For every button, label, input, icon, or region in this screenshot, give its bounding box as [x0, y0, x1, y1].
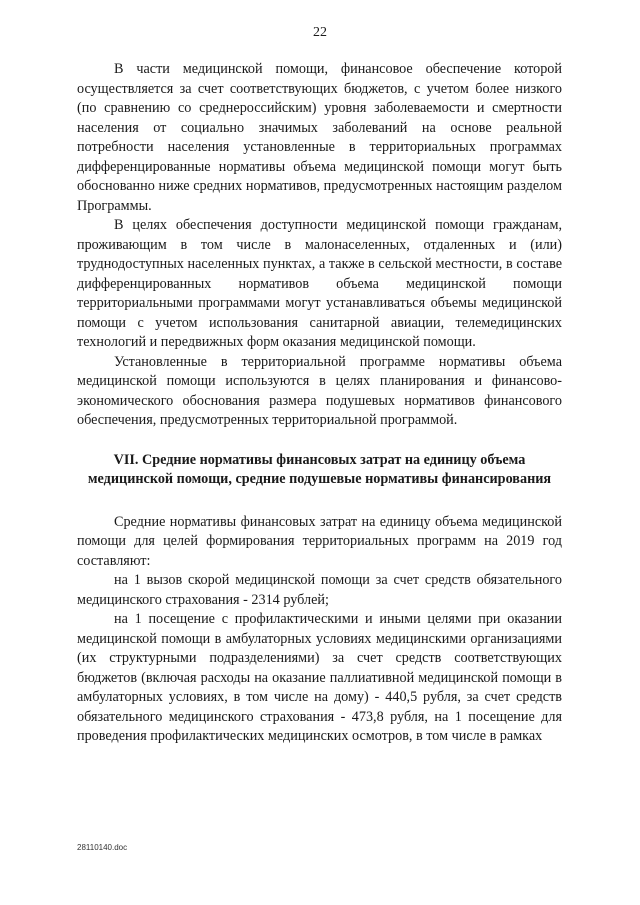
section-heading: VII. Средние нормативы финансовых затрат на единицу объема медицинской помощи, средние подушевые нормативы финансирования [87, 451, 552, 487]
paragraph: Средние нормативы финансовых затрат на единицу объема медицинской помощи для целей формирования территориальных программ на 2019 год составляют: [77, 513, 562, 569]
document-body [77, 60, 562, 747]
page-number: 22 [313, 25, 327, 40]
paragraph: на 1 посещение с профилактическими и иными целями при оказании медицинской помощи в амбулаторных условиях медицинскими организациями (их структурными подразделениями) за счет средств соответствующих бюджетов (включая расходы на оказание паллиативной медицинской помощи в амбулаторных условиях, в том числе на дому) - 440,5 рубля, за счет средств обязательного медицинского страхования - 473,8 рубля, на 1 посещение для проведения профилактических медицинских осмотров, в том числе в рамках [77, 611, 562, 744]
paragraph: Установленные в территориальной программе нормативы объема медицинской помощи используются в целях планирования и финансово-экономического обоснования размера подушевых нормативов финансового обеспечения, предусмотренных территориальной программой. [77, 353, 562, 428]
paragraph: В части медицинской помощи, финансовое обеспечение которой осуществляется за счет соответствующих бюджетов, с учетом более низкого (по сравнению со среднероссийским) уровня заболеваемости и смертности населения от социально значимых заболеваний на основе реальной потребности населения установленные в территориальных программах дифференцированные нормативы объема медицинской помощи могут быть обоснованно ниже средних нормативов, предусмотренных настоящим разделом Программы. [77, 61, 562, 214]
footer-file-code: 28110140.doc [77, 843, 128, 852]
paragraph: В целях обеспечения доступности медицинской помощи гражданам, проживающим в том числе в малонаселенных, отдаленных и (или) труднодоступных населенных пунктах, а также в сельской местности, в составе дифференцированных нормативов объема медицинской помощи территориальными программами могут устанавливаться объемы медицинской помощи с учетом использования санитарной авиации, телемедицинских технологий и передвижных форм оказания медицинской помощи. [77, 217, 562, 350]
paragraph: на 1 вызов скорой медицинской помощи за счет средств обязательного медицинского страхования - 2314 рублей; [77, 572, 562, 608]
